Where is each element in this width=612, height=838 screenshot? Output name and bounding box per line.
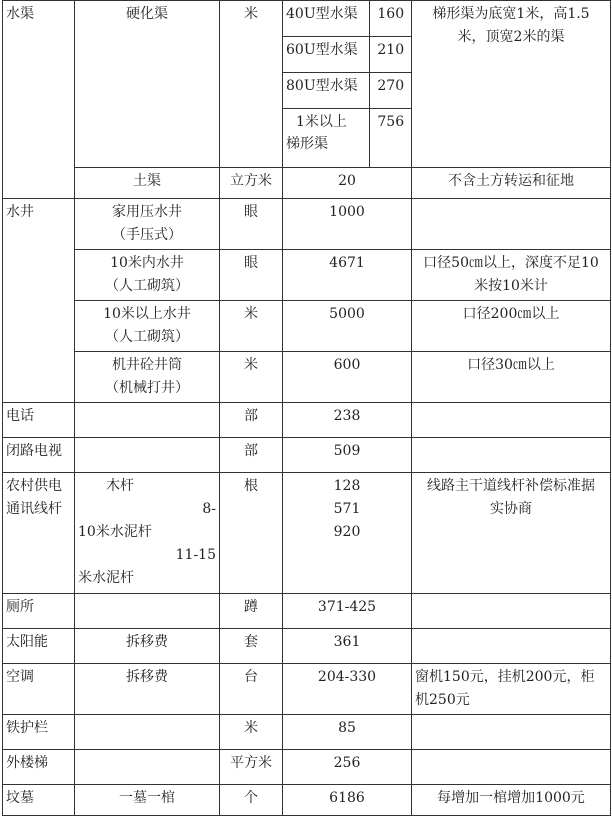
sub-row: [283, 37, 412, 73]
sub-price: 756: [377, 114, 405, 130]
item-note: [412, 664, 611, 715]
item-unit: 米: [220, 301, 283, 352]
item-unit: 台: [220, 664, 283, 715]
item-unit: 部: [220, 438, 283, 473]
item-unit: 米: [220, 1, 283, 168]
name-line2: 通讯线杆: [6, 501, 62, 517]
item-type-empty: [75, 438, 220, 473]
item-type-empty: [75, 594, 220, 629]
item-price: 238: [283, 403, 412, 438]
sub-label: 40U型水渠: [283, 1, 369, 37]
item-unit: 立方米: [220, 168, 283, 199]
item-price: 204-330: [283, 664, 412, 715]
type-line-a: 木杆: [106, 478, 134, 494]
item-unit: 米: [220, 715, 283, 750]
item-type: [75, 199, 220, 250]
item-type: 一墓一棺: [75, 785, 220, 816]
note-line1: 线路主干道线杆补偿标准据: [427, 478, 595, 494]
type-line1: 10米以上水井: [103, 306, 191, 322]
item-note: [412, 199, 611, 250]
sub-label-line2: 梯形渠: [286, 136, 328, 152]
note-line1: 口径50㎝以上，深度不足10: [423, 255, 599, 271]
sub-table-cell: [283, 1, 412, 168]
item-note-empty: [412, 715, 611, 750]
sub-price: 270: [369, 73, 412, 109]
table-row: [3, 168, 611, 199]
sub-row: [283, 109, 412, 168]
compensation-table: [2, 0, 611, 816]
item-name: [3, 473, 75, 594]
item-price: 1000: [283, 199, 412, 250]
note-line1: 梯形渠为底宽1米，高1.5: [432, 6, 590, 22]
item-price: 509: [283, 438, 412, 473]
table-row: [3, 664, 611, 715]
sub-label-line1: 1米以上: [296, 114, 347, 130]
type-line-b2: 10米水泥杆: [78, 524, 152, 540]
item-unit: 平方米: [220, 750, 283, 785]
item-price: 361: [283, 629, 412, 664]
type-line2: （人工砌筑）: [105, 329, 189, 345]
sub-price: 160: [369, 1, 412, 37]
item-note-empty: [412, 629, 611, 664]
sub-label: 60U型水渠: [283, 37, 369, 73]
item-price: 20: [283, 168, 412, 199]
item-note: [412, 473, 611, 594]
item-note: [412, 1, 611, 168]
table-row: [3, 1, 611, 168]
type-line1: 10米内水井: [110, 255, 184, 271]
item-name-shuijing: 水井: [3, 199, 75, 403]
item-name: 电话: [3, 403, 75, 438]
item-price: 256: [283, 750, 412, 785]
item-price: 600: [283, 352, 412, 403]
item-type: 硬化渠: [75, 1, 220, 168]
type-line1: 家用压水井: [112, 204, 182, 220]
type-line-b1: 8-: [202, 501, 216, 517]
item-type: 拆移费: [75, 629, 220, 664]
item-unit: 眼: [220, 250, 283, 301]
item-unit: 套: [220, 629, 283, 664]
note-line2: 实协商: [490, 501, 532, 517]
item-name: 太阳能: [3, 629, 75, 664]
table-row: [3, 473, 611, 594]
table-row: [3, 403, 611, 438]
item-type-empty: [75, 715, 220, 750]
note-line1: 口径200㎝以上: [462, 306, 560, 322]
item-type: [75, 352, 220, 403]
item-type-empty: [75, 403, 220, 438]
item-type-empty: [75, 750, 220, 785]
sub-label: [283, 109, 369, 168]
item-name: 坟墓: [3, 785, 75, 816]
item-note-empty: [412, 594, 611, 629]
note-line2: 机250元: [415, 692, 470, 708]
type-line2: （机械打井）: [105, 380, 189, 396]
sub-price: 210: [369, 37, 412, 73]
table-row: [3, 301, 611, 352]
item-price: 371-425: [283, 594, 412, 629]
item-type: [75, 301, 220, 352]
item-type: 土渠: [75, 168, 220, 199]
sub-table: [283, 1, 412, 167]
type-line2: （人工砌筑）: [105, 278, 189, 294]
type-line-c1: 11-15: [175, 547, 216, 563]
table-row: [3, 594, 611, 629]
note-line1: 口径30㎝以上: [467, 357, 555, 373]
item-note: [412, 352, 611, 403]
note-line2: 米按10米计: [474, 278, 548, 294]
item-price: 85: [283, 715, 412, 750]
item-name: 铁护栏: [3, 715, 75, 750]
sub-row: [283, 1, 412, 37]
type-line1: 机井砼井筒: [112, 357, 182, 373]
item-unit: 根: [220, 473, 283, 594]
item-unit: 个: [220, 785, 283, 816]
item-name-shuiqu: 水渠: [3, 1, 75, 199]
price-b: 571: [333, 501, 361, 517]
item-unit: 部: [220, 403, 283, 438]
item-unit: 眼: [220, 199, 283, 250]
item-note-empty: [412, 403, 611, 438]
item-price: 5000: [283, 301, 412, 352]
note-line1: 窗机150元，挂机200元，柜: [415, 669, 595, 685]
item-note-empty: [412, 750, 611, 785]
item-note: [412, 301, 611, 352]
type-line2: （手压式）: [112, 227, 182, 243]
name-line1: 农村供电: [6, 478, 62, 494]
item-name: 厕所: [3, 594, 75, 629]
item-note-empty: [412, 438, 611, 473]
table-row: [3, 250, 611, 301]
table-row: [3, 438, 611, 473]
item-type: [75, 250, 220, 301]
item-name: 空调: [3, 664, 75, 715]
table-row: [3, 629, 611, 664]
type-line-c2: 米水泥杆: [78, 570, 134, 586]
item-unit: 米: [220, 352, 283, 403]
item-name: 外楼梯: [3, 750, 75, 785]
sub-row: [283, 73, 412, 109]
item-price: [283, 473, 412, 594]
item-type: [75, 473, 220, 594]
table-row: [3, 352, 611, 403]
price-c: 920: [333, 524, 361, 540]
table-row: [3, 199, 611, 250]
item-price: 4671: [283, 250, 412, 301]
item-note: 不含土方转运和征地: [412, 168, 611, 199]
note-line2: 米，顶宽2米的渠: [457, 29, 565, 45]
item-unit: 蹲: [220, 594, 283, 629]
item-note: [412, 250, 611, 301]
item-type: 拆移费: [75, 664, 220, 715]
sub-label: 80U型水渠: [283, 73, 369, 109]
price-a: 128: [333, 478, 361, 494]
item-price: 6186: [283, 785, 412, 816]
table-row: [3, 715, 611, 750]
item-name: 闭路电视: [3, 438, 75, 473]
item-note: 每增加一棺增加1000元: [412, 785, 611, 816]
table-row: [3, 750, 611, 785]
table-row: [3, 785, 611, 816]
